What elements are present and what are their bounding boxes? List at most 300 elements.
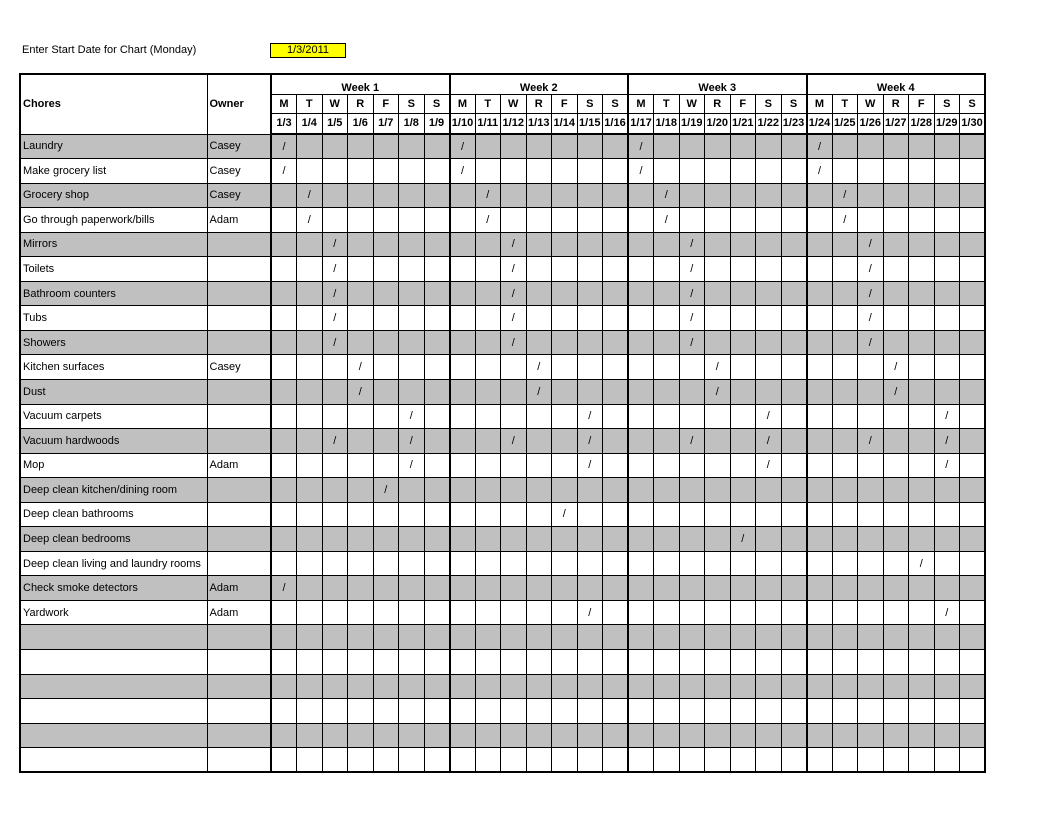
- day-cell[interactable]: [297, 330, 323, 355]
- day-cell[interactable]: [526, 478, 552, 503]
- day-cell[interactable]: [271, 232, 297, 257]
- day-cell[interactable]: [781, 183, 807, 208]
- scheduled-mark-cell[interactable]: /: [730, 527, 756, 552]
- day-cell[interactable]: [297, 478, 323, 503]
- day-cell[interactable]: [807, 379, 833, 404]
- day-cell[interactable]: [654, 379, 680, 404]
- day-cell[interactable]: [271, 281, 297, 306]
- day-cell[interactable]: [603, 600, 629, 625]
- day-cell[interactable]: [399, 478, 425, 503]
- day-cell[interactable]: [832, 576, 858, 601]
- day-cell[interactable]: [654, 453, 680, 478]
- chore-name-cell[interactable]: Deep clean kitchen/dining room: [20, 478, 207, 503]
- day-cell[interactable]: [526, 649, 552, 674]
- day-cell[interactable]: [883, 478, 909, 503]
- day-cell[interactable]: [450, 748, 476, 773]
- day-cell[interactable]: [399, 355, 425, 380]
- day-cell[interactable]: [628, 576, 654, 601]
- day-cell[interactable]: [603, 723, 629, 748]
- day-cell[interactable]: [348, 502, 374, 527]
- day-cell[interactable]: [577, 306, 603, 331]
- day-cell[interactable]: [756, 159, 782, 184]
- day-cell[interactable]: [807, 748, 833, 773]
- day-cell[interactable]: [781, 674, 807, 699]
- day-cell[interactable]: [705, 281, 731, 306]
- day-cell[interactable]: [807, 330, 833, 355]
- day-cell[interactable]: [934, 183, 960, 208]
- owner-cell[interactable]: [207, 306, 271, 331]
- day-cell[interactable]: [807, 281, 833, 306]
- day-cell[interactable]: [654, 134, 680, 159]
- day-cell[interactable]: [781, 404, 807, 429]
- day-cell[interactable]: [271, 355, 297, 380]
- owner-cell[interactable]: [207, 674, 271, 699]
- day-cell[interactable]: [501, 600, 527, 625]
- day-cell[interactable]: [909, 134, 935, 159]
- chore-name-cell[interactable]: Check smoke detectors: [20, 576, 207, 601]
- day-cell[interactable]: [909, 257, 935, 282]
- day-cell[interactable]: [705, 527, 731, 552]
- day-cell[interactable]: [909, 600, 935, 625]
- day-cell[interactable]: [603, 379, 629, 404]
- day-cell[interactable]: [883, 232, 909, 257]
- day-cell[interactable]: [577, 232, 603, 257]
- day-cell[interactable]: [679, 674, 705, 699]
- day-cell[interactable]: [832, 527, 858, 552]
- scheduled-mark-cell[interactable]: /: [858, 232, 884, 257]
- day-cell[interactable]: [297, 232, 323, 257]
- day-cell[interactable]: [450, 183, 476, 208]
- day-cell[interactable]: [603, 453, 629, 478]
- day-cell[interactable]: [399, 674, 425, 699]
- day-cell[interactable]: [679, 183, 705, 208]
- day-cell[interactable]: [552, 649, 578, 674]
- day-cell[interactable]: [399, 748, 425, 773]
- day-cell[interactable]: [399, 649, 425, 674]
- day-cell[interactable]: [858, 355, 884, 380]
- day-cell[interactable]: [654, 355, 680, 380]
- scheduled-mark-cell[interactable]: /: [756, 429, 782, 454]
- day-cell[interactable]: [756, 281, 782, 306]
- scheduled-mark-cell[interactable]: /: [501, 232, 527, 257]
- day-cell[interactable]: [654, 674, 680, 699]
- day-cell[interactable]: [654, 600, 680, 625]
- day-cell[interactable]: [348, 134, 374, 159]
- day-cell[interactable]: [654, 257, 680, 282]
- day-cell[interactable]: [348, 576, 374, 601]
- scheduled-mark-cell[interactable]: /: [628, 159, 654, 184]
- day-cell[interactable]: [960, 159, 986, 184]
- day-cell[interactable]: [781, 502, 807, 527]
- day-cell[interactable]: [705, 478, 731, 503]
- day-cell[interactable]: [501, 502, 527, 527]
- scheduled-mark-cell[interactable]: /: [577, 429, 603, 454]
- day-cell[interactable]: [348, 723, 374, 748]
- day-cell[interactable]: [424, 600, 450, 625]
- day-cell[interactable]: [909, 183, 935, 208]
- day-cell[interactable]: [501, 453, 527, 478]
- day-cell[interactable]: [960, 208, 986, 233]
- day-cell[interactable]: [654, 281, 680, 306]
- day-cell[interactable]: [832, 502, 858, 527]
- day-cell[interactable]: [628, 453, 654, 478]
- owner-cell[interactable]: [207, 379, 271, 404]
- day-cell[interactable]: [883, 404, 909, 429]
- day-cell[interactable]: [552, 330, 578, 355]
- day-cell[interactable]: [832, 281, 858, 306]
- chore-name-cell[interactable]: Mirrors: [20, 232, 207, 257]
- scheduled-mark-cell[interactable]: /: [883, 355, 909, 380]
- day-cell[interactable]: [679, 551, 705, 576]
- day-cell[interactable]: [297, 306, 323, 331]
- day-cell[interactable]: [373, 404, 399, 429]
- day-cell[interactable]: [654, 649, 680, 674]
- day-cell[interactable]: [399, 600, 425, 625]
- day-cell[interactable]: [756, 649, 782, 674]
- day-cell[interactable]: [909, 723, 935, 748]
- day-cell[interactable]: [934, 379, 960, 404]
- day-cell[interactable]: [756, 232, 782, 257]
- day-cell[interactable]: [399, 208, 425, 233]
- day-cell[interactable]: [475, 649, 501, 674]
- scheduled-mark-cell[interactable]: /: [501, 429, 527, 454]
- owner-cell[interactable]: [207, 527, 271, 552]
- day-cell[interactable]: [705, 551, 731, 576]
- day-cell[interactable]: [399, 723, 425, 748]
- day-cell[interactable]: [348, 748, 374, 773]
- scheduled-mark-cell[interactable]: /: [679, 232, 705, 257]
- day-cell[interactable]: [322, 453, 348, 478]
- day-cell[interactable]: [424, 748, 450, 773]
- day-cell[interactable]: [934, 159, 960, 184]
- day-cell[interactable]: [526, 723, 552, 748]
- owner-cell[interactable]: Adam: [207, 576, 271, 601]
- day-cell[interactable]: [832, 404, 858, 429]
- day-cell[interactable]: [807, 674, 833, 699]
- scheduled-mark-cell[interactable]: /: [934, 453, 960, 478]
- day-cell[interactable]: [399, 625, 425, 650]
- day-cell[interactable]: [322, 379, 348, 404]
- scheduled-mark-cell[interactable]: /: [450, 134, 476, 159]
- day-cell[interactable]: [322, 478, 348, 503]
- day-cell[interactable]: [297, 502, 323, 527]
- day-cell[interactable]: [807, 600, 833, 625]
- owner-cell[interactable]: [207, 429, 271, 454]
- day-cell[interactable]: [679, 723, 705, 748]
- day-cell[interactable]: [526, 281, 552, 306]
- day-cell[interactable]: [424, 257, 450, 282]
- day-cell[interactable]: [781, 478, 807, 503]
- scheduled-mark-cell[interactable]: /: [322, 306, 348, 331]
- day-cell[interactable]: [807, 527, 833, 552]
- day-cell[interactable]: [348, 527, 374, 552]
- scheduled-mark-cell[interactable]: /: [348, 355, 374, 380]
- scheduled-mark-cell[interactable]: /: [322, 330, 348, 355]
- day-cell[interactable]: [934, 551, 960, 576]
- day-cell[interactable]: [348, 257, 374, 282]
- day-cell[interactable]: [297, 699, 323, 724]
- day-cell[interactable]: [373, 208, 399, 233]
- day-cell[interactable]: [960, 649, 986, 674]
- day-cell[interactable]: [552, 404, 578, 429]
- day-cell[interactable]: [883, 208, 909, 233]
- chore-name-cell[interactable]: Dust: [20, 379, 207, 404]
- day-cell[interactable]: [475, 281, 501, 306]
- day-cell[interactable]: [450, 208, 476, 233]
- day-cell[interactable]: [501, 576, 527, 601]
- day-cell[interactable]: [781, 576, 807, 601]
- chore-name-cell[interactable]: Deep clean bathrooms: [20, 502, 207, 527]
- day-cell[interactable]: [577, 208, 603, 233]
- day-cell[interactable]: [373, 281, 399, 306]
- scheduled-mark-cell[interactable]: /: [832, 208, 858, 233]
- day-cell[interactable]: [705, 723, 731, 748]
- day-cell[interactable]: [450, 453, 476, 478]
- day-cell[interactable]: [705, 429, 731, 454]
- day-cell[interactable]: [603, 281, 629, 306]
- day-cell[interactable]: [373, 625, 399, 650]
- day-cell[interactable]: [679, 748, 705, 773]
- day-cell[interactable]: [679, 453, 705, 478]
- day-cell[interactable]: [654, 159, 680, 184]
- day-cell[interactable]: [271, 306, 297, 331]
- day-cell[interactable]: [297, 429, 323, 454]
- day-cell[interactable]: [960, 306, 986, 331]
- day-cell[interactable]: [424, 281, 450, 306]
- day-cell[interactable]: [730, 625, 756, 650]
- day-cell[interactable]: [399, 134, 425, 159]
- day-cell[interactable]: [450, 699, 476, 724]
- day-cell[interactable]: [603, 527, 629, 552]
- day-cell[interactable]: [297, 625, 323, 650]
- owner-cell[interactable]: Adam: [207, 208, 271, 233]
- day-cell[interactable]: [450, 355, 476, 380]
- scheduled-mark-cell[interactable]: /: [322, 429, 348, 454]
- day-cell[interactable]: [730, 208, 756, 233]
- day-cell[interactable]: [832, 257, 858, 282]
- day-cell[interactable]: [501, 208, 527, 233]
- day-cell[interactable]: [475, 576, 501, 601]
- day-cell[interactable]: [271, 748, 297, 773]
- day-cell[interactable]: [883, 699, 909, 724]
- owner-cell[interactable]: [207, 625, 271, 650]
- chore-name-cell[interactable]: Go through paperwork/bills: [20, 208, 207, 233]
- day-cell[interactable]: [756, 699, 782, 724]
- day-cell[interactable]: [501, 699, 527, 724]
- day-cell[interactable]: [705, 625, 731, 650]
- day-cell[interactable]: [399, 257, 425, 282]
- day-cell[interactable]: [271, 404, 297, 429]
- day-cell[interactable]: [322, 625, 348, 650]
- day-cell[interactable]: [934, 699, 960, 724]
- day-cell[interactable]: [756, 600, 782, 625]
- day-cell[interactable]: [858, 379, 884, 404]
- day-cell[interactable]: [832, 551, 858, 576]
- day-cell[interactable]: [934, 306, 960, 331]
- day-cell[interactable]: [603, 502, 629, 527]
- scheduled-mark-cell[interactable]: /: [883, 379, 909, 404]
- day-cell[interactable]: [756, 478, 782, 503]
- day-cell[interactable]: [271, 551, 297, 576]
- day-cell[interactable]: [475, 429, 501, 454]
- day-cell[interactable]: [450, 576, 476, 601]
- day-cell[interactable]: [450, 232, 476, 257]
- day-cell[interactable]: [475, 478, 501, 503]
- day-cell[interactable]: [909, 674, 935, 699]
- day-cell[interactable]: [373, 355, 399, 380]
- day-cell[interactable]: [450, 527, 476, 552]
- day-cell[interactable]: [475, 748, 501, 773]
- day-cell[interactable]: [705, 183, 731, 208]
- day-cell[interactable]: [552, 527, 578, 552]
- scheduled-mark-cell[interactable]: /: [322, 257, 348, 282]
- day-cell[interactable]: [450, 625, 476, 650]
- day-cell[interactable]: [858, 674, 884, 699]
- scheduled-mark-cell[interactable]: /: [271, 134, 297, 159]
- day-cell[interactable]: [424, 723, 450, 748]
- day-cell[interactable]: [883, 502, 909, 527]
- day-cell[interactable]: [526, 330, 552, 355]
- day-cell[interactable]: [552, 232, 578, 257]
- day-cell[interactable]: [934, 723, 960, 748]
- day-cell[interactable]: [807, 208, 833, 233]
- day-cell[interactable]: [934, 134, 960, 159]
- day-cell[interactable]: [730, 257, 756, 282]
- day-cell[interactable]: [832, 429, 858, 454]
- day-cell[interactable]: [526, 625, 552, 650]
- day-cell[interactable]: [348, 404, 374, 429]
- scheduled-mark-cell[interactable]: /: [858, 429, 884, 454]
- day-cell[interactable]: [297, 355, 323, 380]
- day-cell[interactable]: [475, 159, 501, 184]
- chore-name-cell[interactable]: [20, 649, 207, 674]
- day-cell[interactable]: [807, 453, 833, 478]
- day-cell[interactable]: [858, 208, 884, 233]
- day-cell[interactable]: [348, 699, 374, 724]
- day-cell[interactable]: [552, 208, 578, 233]
- day-cell[interactable]: [399, 379, 425, 404]
- day-cell[interactable]: [424, 134, 450, 159]
- scheduled-mark-cell[interactable]: /: [526, 355, 552, 380]
- scheduled-mark-cell[interactable]: /: [552, 502, 578, 527]
- day-cell[interactable]: [450, 281, 476, 306]
- day-cell[interactable]: [730, 183, 756, 208]
- day-cell[interactable]: [628, 748, 654, 773]
- day-cell[interactable]: [552, 453, 578, 478]
- day-cell[interactable]: [348, 649, 374, 674]
- day-cell[interactable]: [730, 379, 756, 404]
- day-cell[interactable]: [552, 159, 578, 184]
- day-cell[interactable]: [475, 699, 501, 724]
- scheduled-mark-cell[interactable]: /: [705, 355, 731, 380]
- day-cell[interactable]: [577, 551, 603, 576]
- day-cell[interactable]: [424, 453, 450, 478]
- scheduled-mark-cell[interactable]: /: [501, 306, 527, 331]
- day-cell[interactable]: [730, 551, 756, 576]
- day-cell[interactable]: [628, 281, 654, 306]
- day-cell[interactable]: [654, 330, 680, 355]
- day-cell[interactable]: [450, 502, 476, 527]
- chore-name-cell[interactable]: [20, 674, 207, 699]
- day-cell[interactable]: [781, 306, 807, 331]
- day-cell[interactable]: [552, 429, 578, 454]
- day-cell[interactable]: [348, 232, 374, 257]
- day-cell[interactable]: [373, 134, 399, 159]
- day-cell[interactable]: [934, 257, 960, 282]
- day-cell[interactable]: [424, 404, 450, 429]
- day-cell[interactable]: [628, 625, 654, 650]
- day-cell[interactable]: [883, 330, 909, 355]
- day-cell[interactable]: [475, 306, 501, 331]
- day-cell[interactable]: [730, 404, 756, 429]
- day-cell[interactable]: [526, 134, 552, 159]
- scheduled-mark-cell[interactable]: /: [297, 208, 323, 233]
- day-cell[interactable]: [679, 600, 705, 625]
- day-cell[interactable]: [348, 674, 374, 699]
- day-cell[interactable]: [858, 183, 884, 208]
- day-cell[interactable]: [628, 551, 654, 576]
- day-cell[interactable]: [348, 551, 374, 576]
- day-cell[interactable]: [297, 674, 323, 699]
- scheduled-mark-cell[interactable]: /: [501, 257, 527, 282]
- day-cell[interactable]: [322, 404, 348, 429]
- day-cell[interactable]: [960, 281, 986, 306]
- day-cell[interactable]: [501, 674, 527, 699]
- day-cell[interactable]: [373, 379, 399, 404]
- day-cell[interactable]: [807, 649, 833, 674]
- day-cell[interactable]: [297, 257, 323, 282]
- day-cell[interactable]: [475, 330, 501, 355]
- day-cell[interactable]: [858, 748, 884, 773]
- owner-cell[interactable]: [207, 723, 271, 748]
- day-cell[interactable]: [883, 527, 909, 552]
- owner-cell[interactable]: Adam: [207, 453, 271, 478]
- scheduled-mark-cell[interactable]: /: [858, 306, 884, 331]
- day-cell[interactable]: [705, 404, 731, 429]
- day-cell[interactable]: [756, 551, 782, 576]
- day-cell[interactable]: [807, 625, 833, 650]
- day-cell[interactable]: [934, 232, 960, 257]
- day-cell[interactable]: [628, 306, 654, 331]
- day-cell[interactable]: [705, 306, 731, 331]
- day-cell[interactable]: [552, 379, 578, 404]
- day-cell[interactable]: [883, 649, 909, 674]
- day-cell[interactable]: [781, 551, 807, 576]
- scheduled-mark-cell[interactable]: /: [628, 134, 654, 159]
- scheduled-mark-cell[interactable]: /: [577, 453, 603, 478]
- scheduled-mark-cell[interactable]: /: [501, 330, 527, 355]
- day-cell[interactable]: [934, 649, 960, 674]
- scheduled-mark-cell[interactable]: /: [934, 600, 960, 625]
- day-cell[interactable]: [679, 355, 705, 380]
- day-cell[interactable]: [475, 355, 501, 380]
- day-cell[interactable]: [934, 625, 960, 650]
- chore-name-cell[interactable]: Laundry: [20, 134, 207, 159]
- day-cell[interactable]: [322, 527, 348, 552]
- day-cell[interactable]: [399, 576, 425, 601]
- day-cell[interactable]: [475, 527, 501, 552]
- day-cell[interactable]: [781, 257, 807, 282]
- day-cell[interactable]: [909, 478, 935, 503]
- day-cell[interactable]: [271, 257, 297, 282]
- day-cell[interactable]: [960, 134, 986, 159]
- day-cell[interactable]: [297, 600, 323, 625]
- day-cell[interactable]: [603, 208, 629, 233]
- day-cell[interactable]: [628, 600, 654, 625]
- day-cell[interactable]: [756, 355, 782, 380]
- scheduled-mark-cell[interactable]: /: [858, 257, 884, 282]
- day-cell[interactable]: [297, 576, 323, 601]
